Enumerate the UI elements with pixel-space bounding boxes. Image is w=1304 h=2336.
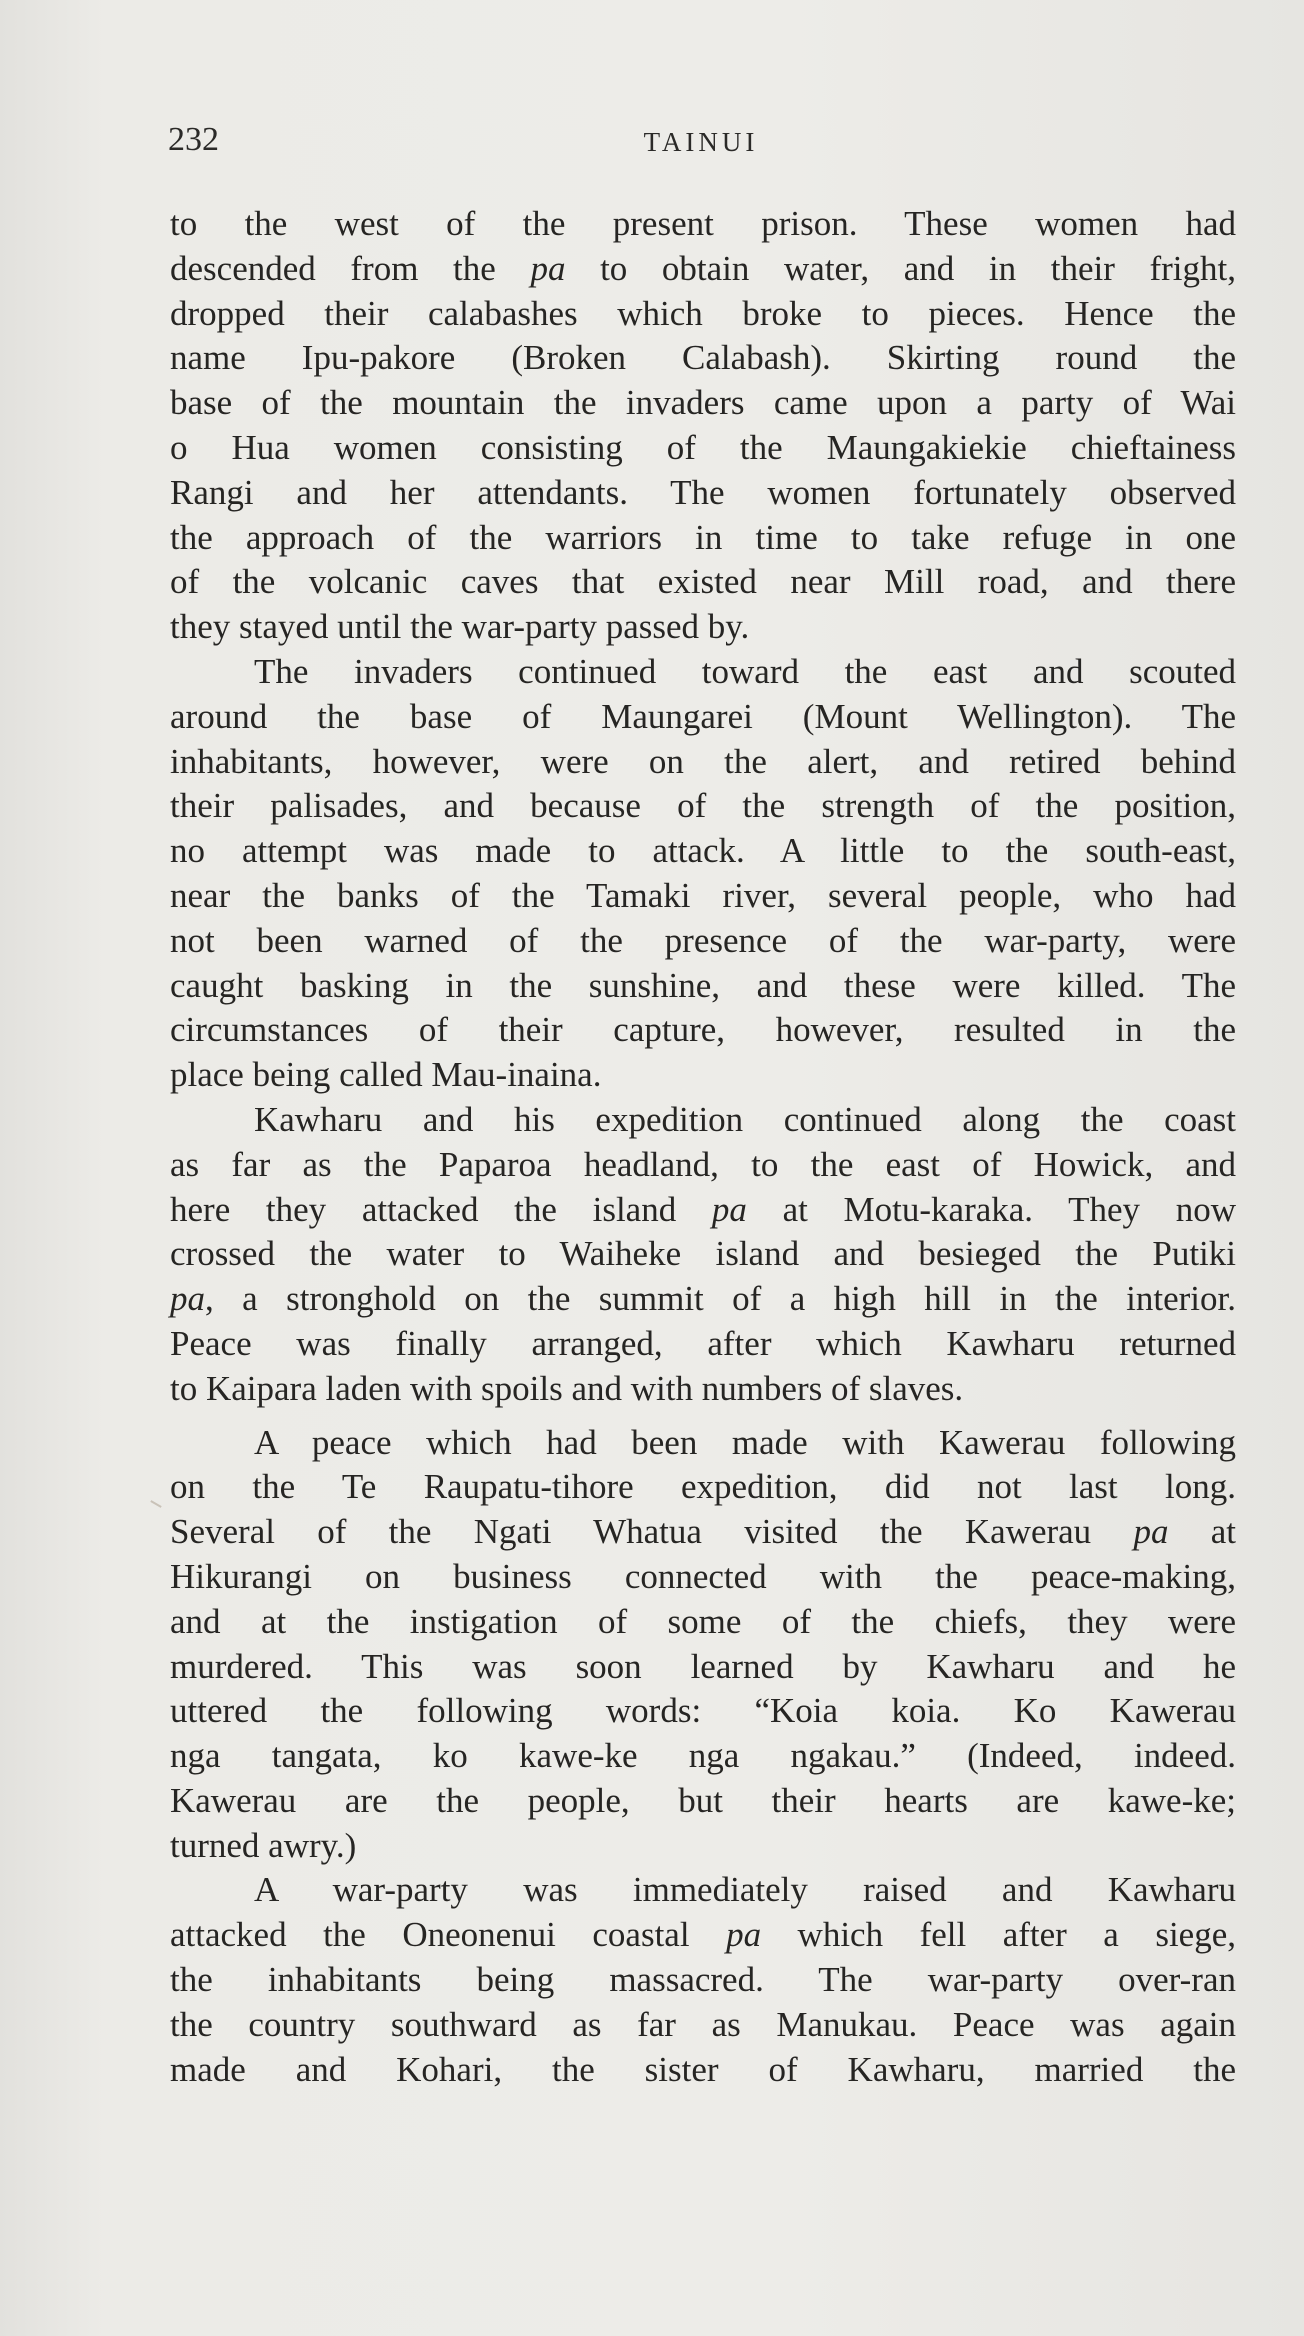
text-line: made and Kohari, the sister of Kawharu, married the	[170, 2049, 1236, 2089]
body-text	[170, 202, 1236, 2092]
text-line: The invaders continued toward the east and scouted	[254, 651, 1236, 691]
text-line: name Ipu-pakore (Broken Calabash). Skirting round the	[170, 338, 1236, 378]
text-line: circumstances of their capture, however, resulted in the	[170, 1010, 1236, 1050]
text-line: place being called Mau-inaina.	[170, 1055, 602, 1095]
text-line: not been warned of the presence of the war-party, were	[170, 920, 1236, 960]
paragraph-5	[170, 1868, 1236, 2092]
text-line: they stayed until the war-party passed by.	[170, 607, 750, 647]
text-line: attacked the Oneonenui coastal pa which fell after a siege,	[170, 1915, 1236, 1955]
text-line: turned awry.)	[170, 1825, 357, 1865]
page-header	[168, 118, 1234, 168]
text-line: around the base of Maungarei (Mount Wellington). The	[170, 696, 1236, 736]
text-line: to Kaipara laden with spoils and with numbers of slaves.	[170, 1368, 964, 1408]
paragraph-3	[170, 1098, 1236, 1412]
paragraph-1	[170, 202, 1236, 650]
paragraph-4	[170, 1421, 1236, 1869]
paragraph-2	[170, 650, 1236, 1098]
text-line: no attempt was made to attack. A little to the south-east,	[170, 831, 1236, 871]
text-line: the country southward as far as Manukau. Peace was again	[170, 2004, 1236, 2044]
text-line: the inhabitants being massacred. The war-party over-ran	[170, 1960, 1236, 2000]
text-line: their palisades, and because of the strength of the position,	[170, 786, 1236, 826]
text-line: to the west of the present prison. These women had	[170, 204, 1236, 243]
text-line: nga tangata, ko kawe-ke nga ngakau.” (Indeed, indeed.	[170, 1736, 1236, 1776]
margin-mark	[150, 1500, 161, 1508]
paragraph-gap	[170, 1412, 1236, 1421]
text-line: uttered the following words: “Koia koia. Ko Kawerau	[170, 1691, 1236, 1731]
text-line: A peace which had been made with Kawerau following	[254, 1422, 1236, 1462]
text-line: near the banks of the Tamaki river, several people, who had	[170, 875, 1236, 915]
page-number: 232	[168, 121, 219, 158]
text-line: here they attacked the island pa at Motu-karaka. They now	[170, 1189, 1237, 1229]
text-line: Several of the Ngati Whatua visited the Kawerau pa at	[170, 1512, 1236, 1552]
text-line: murdered. This was soon learned by Kawharu and he	[170, 1646, 1236, 1686]
text-line: caught basking in the sunshine, and these were killed. The	[170, 965, 1236, 1005]
text-line: the approach of the warriors in time to take refuge in one	[170, 517, 1236, 557]
text-line: pa, a stronghold on the summit of a high hill in the interior.	[170, 1279, 1236, 1319]
text-line: Kawerau are the people, but their hearts are kawe-ke;	[170, 1780, 1236, 1820]
running-head: TAINUI	[643, 127, 759, 157]
text-line: Rangi and her attendants. The women fortunately observed	[170, 472, 1236, 512]
text-line: descended from the pa to obtain water, and in their fright,	[170, 248, 1236, 288]
text-line: Kawharu and his expedition continued along the coast	[254, 1099, 1236, 1139]
text-line: Peace was finally arranged, after which Kawharu returned	[170, 1323, 1236, 1363]
text-line: dropped their calabashes which broke to pieces. Hence the	[170, 293, 1236, 333]
text-line: Hikurangi on business connected with the peace-making,	[170, 1556, 1236, 1596]
text-line: of the volcanic caves that existed near Mill road, and there	[170, 562, 1236, 602]
text-line: on the Te Raupatu-tihore expedition, did not last long.	[170, 1467, 1236, 1507]
text-line: o Hua women consisting of the Maungakiekie chieftainess	[170, 427, 1236, 467]
text-line: A war-party was immediately raised and Kawharu	[254, 1870, 1236, 1910]
text-line: and at the instigation of some of the chiefs, they were	[170, 1601, 1236, 1641]
text-line: inhabitants, however, were on the alert, and retired behind	[170, 741, 1236, 781]
text-line: base of the mountain the invaders came upon a party of Wai	[170, 383, 1236, 423]
text-line: as far as the Paparoa headland, to the east of Howick, and	[170, 1144, 1236, 1184]
text-line: crossed the water to Waiheke island and besieged the Putiki	[170, 1234, 1236, 1274]
